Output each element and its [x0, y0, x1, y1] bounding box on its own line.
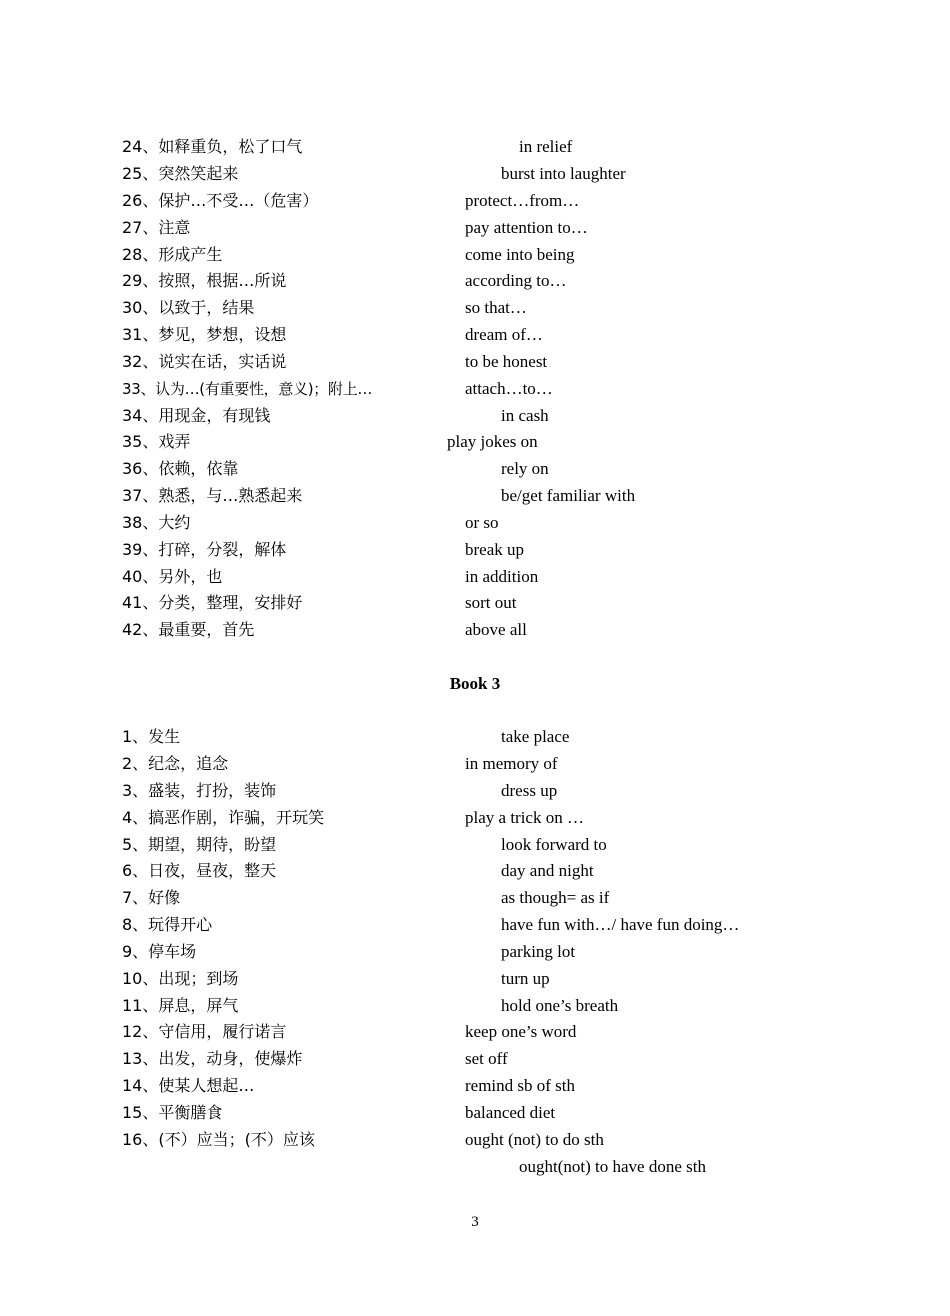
vocab-row — [0, 724, 950, 750]
chinese-term: 31、梦见，梦想，设想 — [122, 325, 287, 344]
chinese-term: 4、搞恶作剧，诈骗，开玩笑 — [122, 808, 325, 827]
chinese-term: 30、以致于，结果 — [122, 298, 255, 317]
vocab-row — [0, 858, 950, 884]
english-phrase: attach…to… — [465, 379, 553, 398]
english-phrase: come into being — [465, 245, 575, 264]
english-phrase: in memory of — [465, 754, 558, 773]
english-phrase: play jokes on — [447, 432, 538, 451]
english-phrase: or so — [465, 513, 499, 532]
chinese-term: 29、按照，根据…所说 — [122, 271, 287, 290]
vocab-row — [0, 295, 950, 321]
vocab-row — [0, 268, 950, 294]
chinese-term: 24、如释重负，松了口气 — [122, 137, 303, 156]
vocab-row — [0, 376, 950, 402]
english-phrase: hold one’s breath — [501, 996, 619, 1015]
vocab-row — [0, 349, 950, 375]
vocab-row — [0, 1073, 950, 1099]
chinese-term: 25、突然笑起来 — [122, 164, 239, 183]
vocab-row — [0, 966, 950, 992]
vocab-row — [0, 939, 950, 965]
english-phrase: have fun with…/ have fun doing… — [501, 915, 740, 934]
chinese-term: 26、保护…不受…（危害） — [122, 191, 319, 210]
vocab-row — [0, 188, 950, 214]
chinese-term: 3、盛装，打扮，装饰 — [122, 781, 277, 800]
chinese-term: 10、出现；到场 — [122, 969, 239, 988]
vocab-row — [0, 403, 950, 429]
chinese-term: 39、打碎，分裂，解体 — [122, 540, 287, 559]
vocab-row — [0, 885, 950, 911]
english-phrase: sort out — [465, 593, 517, 612]
vocab-row — [0, 161, 950, 187]
chinese-term: 27、注意 — [122, 218, 191, 237]
chinese-term: 1、发生 — [122, 727, 181, 746]
section-heading: Book 3 — [449, 674, 501, 693]
english-phrase: dream of… — [465, 325, 543, 344]
english-phrase: day and night — [501, 861, 594, 880]
vocab-row — [0, 483, 950, 509]
english-phrase: keep one’s word — [465, 1022, 577, 1041]
english-phrase: above all — [465, 620, 527, 639]
chinese-term: 41、分类，整理，安排好 — [122, 593, 303, 612]
english-phrase: pay attention to… — [465, 218, 588, 237]
chinese-term: 37、熟悉，与…熟悉起来 — [122, 486, 303, 505]
chinese-term: 7、好像 — [122, 888, 181, 907]
chinese-term: 38、大约 — [122, 513, 191, 532]
vocab-row — [0, 456, 950, 482]
english-phrase: take place — [501, 727, 570, 746]
english-phrase: balanced diet — [465, 1103, 556, 1122]
vocab-row — [0, 751, 950, 777]
vocab-row — [0, 215, 950, 241]
vocab-row — [0, 429, 950, 455]
vocab-row — [0, 537, 950, 563]
chinese-term: 32、说实在话，实话说 — [122, 352, 287, 371]
chinese-term: 28、形成产生 — [122, 245, 223, 264]
chinese-term: 42、最重要，首先 — [122, 620, 255, 639]
chinese-term: 13、出发，动身，使爆炸 — [122, 1049, 303, 1068]
english-phrase: remind sb of sth — [465, 1076, 576, 1095]
vocab-row — [0, 322, 950, 348]
english-phrase: protect…from… — [465, 191, 580, 210]
vocab-row — [0, 1046, 950, 1072]
vocab-row — [0, 912, 950, 938]
vocab-row — [0, 778, 950, 804]
english-phrase: to be honest — [465, 352, 548, 371]
english-phrase: in cash — [501, 406, 549, 425]
chinese-term: 6、日夜，昼夜，整天 — [122, 861, 277, 880]
chinese-term: 9、停车场 — [122, 942, 197, 961]
english-phrase: turn up — [501, 969, 550, 988]
vocab-row — [0, 134, 950, 160]
vocab-row — [0, 993, 950, 1019]
vocab-row — [0, 510, 950, 536]
english-phrase: dress up — [501, 781, 558, 800]
english-phrase: rely on — [501, 459, 549, 478]
english-phrase: burst into laughter — [501, 164, 626, 183]
english-phrase: according to… — [465, 271, 567, 290]
chinese-term: 5、期望，期待，盼望 — [122, 835, 277, 854]
english-phrase: ought(not) to have done sth — [519, 1157, 706, 1176]
vocab-row — [0, 590, 950, 616]
chinese-term: 35、戏弄 — [122, 432, 191, 451]
chinese-term: 14、使某人想起… — [122, 1076, 255, 1095]
english-phrase: ought (not) to do sth — [465, 1130, 604, 1149]
english-phrase: look forward to — [501, 835, 607, 854]
vocab-row — [0, 1100, 950, 1126]
vocab-row — [0, 805, 950, 831]
vocab-row — [0, 617, 950, 643]
english-phrase: break up — [465, 540, 525, 559]
chinese-term: 15、平衡膳食 — [122, 1103, 223, 1122]
chinese-term: 40、另外，也 — [122, 567, 223, 586]
chinese-term: 16、(不）应当；(不）应该 — [122, 1130, 315, 1149]
page-number: 3 — [471, 1214, 479, 1230]
english-phrase: so that… — [465, 298, 527, 317]
vocab-row — [0, 1127, 950, 1153]
chinese-term: 33、认为…(有重要性，意义)；附上… — [122, 380, 373, 398]
english-phrase: as though= as if — [501, 888, 610, 907]
vocab-row — [0, 1019, 950, 1045]
english-phrase: be/get familiar with — [501, 486, 636, 505]
english-phrase: play a trick on … — [465, 808, 584, 827]
english-phrase: set off — [465, 1049, 508, 1068]
chinese-term: 12、守信用，履行诺言 — [122, 1022, 287, 1041]
chinese-term: 2、纪念，追念 — [122, 754, 229, 773]
chinese-term: 11、屏息，屏气 — [122, 996, 239, 1015]
vocab-row — [0, 832, 950, 858]
english-phrase: in addition — [465, 567, 539, 586]
chinese-term: 36、依赖，依靠 — [122, 459, 239, 478]
vocab-row — [0, 564, 950, 590]
vocab-row-continuation — [0, 1154, 950, 1180]
english-phrase: parking lot — [501, 942, 576, 961]
vocab-row — [0, 242, 950, 268]
chinese-term: 8、玩得开心 — [122, 915, 213, 934]
english-phrase: in relief — [519, 137, 573, 156]
chinese-term: 34、用现金，有现钱 — [122, 406, 271, 425]
